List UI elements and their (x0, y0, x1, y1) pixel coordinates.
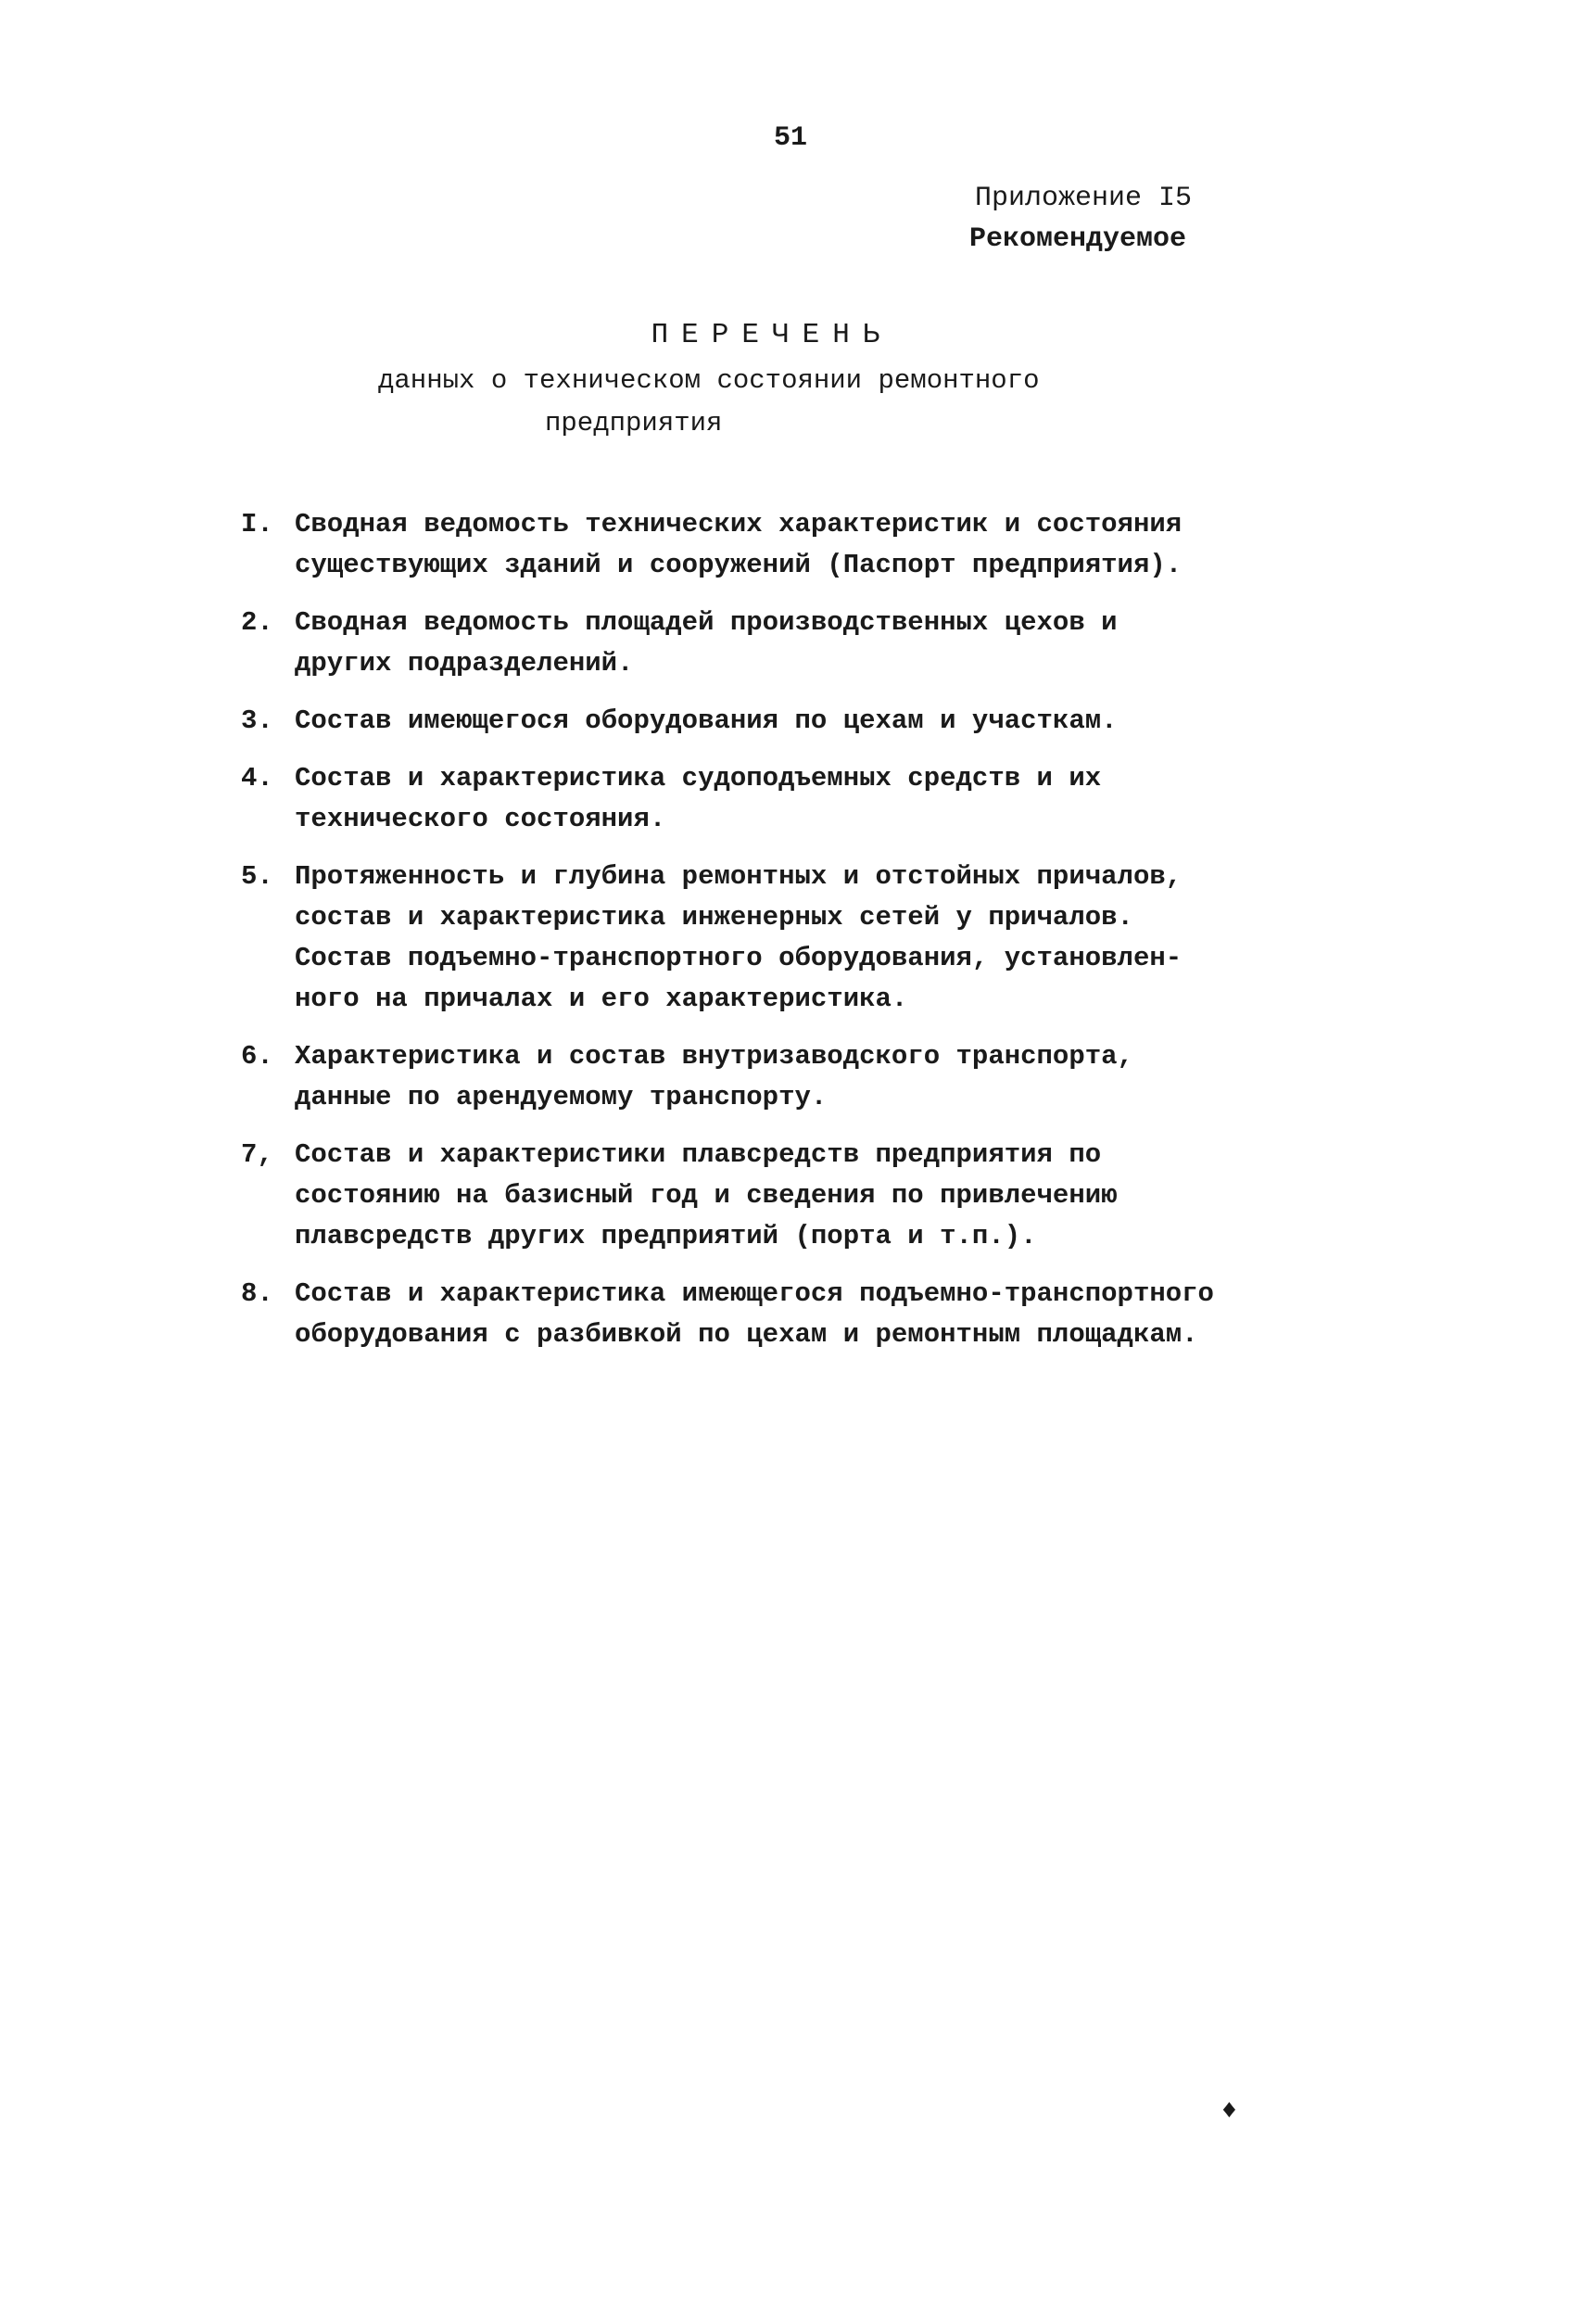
appendix-label: Приложение I5 (974, 183, 1192, 214)
document-title (0, 315, 1581, 438)
list-item-text: Состав и характеристика судоподъемных средств и их технического состояния. (295, 763, 1102, 834)
page-number: 51 (773, 122, 807, 154)
list-item-number: I. (241, 509, 273, 540)
data-list (241, 504, 1316, 1372)
list-item-number: 4. (241, 763, 273, 794)
list-item-number: 6. (241, 1041, 273, 1072)
footer-mark: ♦ (1221, 2097, 1237, 2126)
list-item-text: Состав и характеристика имеющегося подъемно-транспортного оборудования с разбивкой по цехам и ремонтным площадкам. (295, 1278, 1214, 1350)
title-subtitle-line1: данных о техническом состоянии ремонтного (378, 365, 1040, 396)
list-item-text: Состав и характеристики плавсредств предприятия по состоянию на базисный год и сведения по привлечению плавсредств других предприятий (порта и т.п.). (295, 1139, 1118, 1251)
list-item (241, 758, 1316, 840)
list-item-text: Характеристика и состав внутризаводского транспорта, данные по арендуемому транспорту. (295, 1041, 1133, 1112)
list-item (241, 857, 1316, 1020)
list-item-number: 8. (241, 1278, 273, 1309)
list-item (241, 1036, 1316, 1118)
list-item (241, 603, 1316, 684)
list-item-number: 7, (241, 1139, 273, 1170)
appendix-status: Рекомендуемое (968, 223, 1186, 255)
title-subtitle-line2: предприятия (545, 408, 723, 438)
list-item-text: Сводная ведомость площадей производственных цехов и других подразделений. (295, 607, 1118, 679)
list-item-number: 3. (241, 705, 273, 736)
title-main: ПЕРЕЧЕНЬ (651, 319, 893, 351)
list-item-text: Состав имеющегося оборудования по цехам и участкам. (295, 705, 1118, 736)
list-item (241, 701, 1316, 742)
title-subtitle (378, 360, 1212, 445)
list-item (241, 1135, 1316, 1257)
list-item (241, 1274, 1316, 1355)
list-item-number: 5. (241, 861, 273, 892)
list-item (241, 504, 1316, 586)
list-item-number: 2. (241, 607, 273, 638)
list-item-text: Протяженность и глубина ремонтных и отстойных причалов, состав и характеристика инженерных сетей у причалов. Состав подъемно-транспортного оборудования, установлен- ного на причалах и его характеристика. (295, 861, 1183, 1014)
appendix-header (968, 178, 1192, 260)
list-item-text: Сводная ведомость технических характеристик и состояния существующих зданий и сооружений (Паспорт предприятия). (295, 509, 1183, 580)
